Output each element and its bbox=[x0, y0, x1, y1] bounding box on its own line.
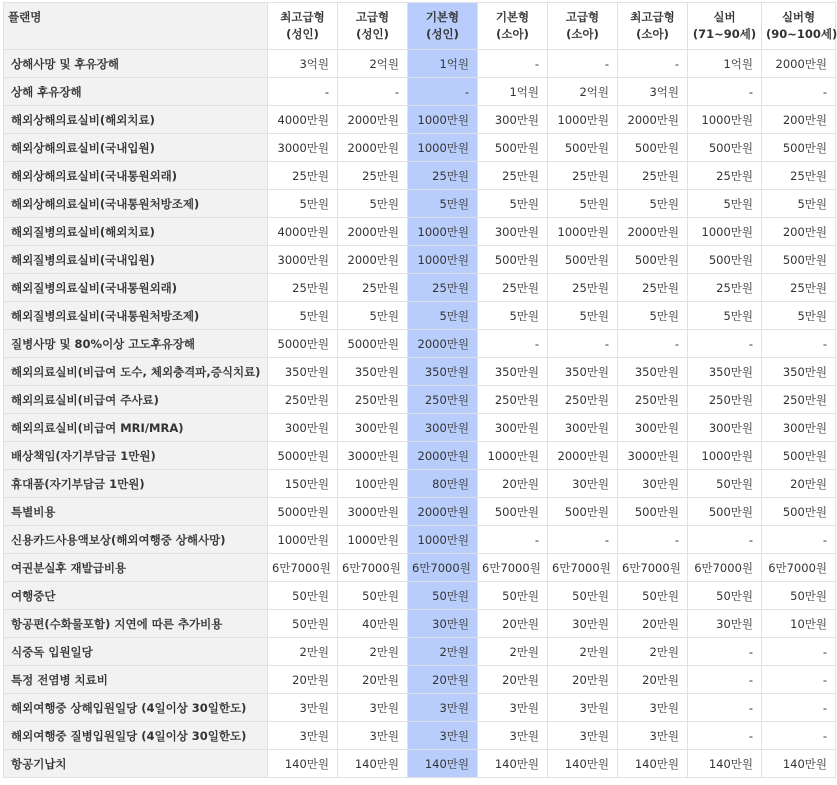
table-row bbox=[4, 274, 836, 302]
plan-target-label: (소아) bbox=[496, 27, 529, 41]
coverage-amount-cell: 50만원 bbox=[408, 582, 478, 610]
coverage-amount-cell: 140만원 bbox=[268, 750, 338, 778]
coverage-amount-cell: 1000만원 bbox=[408, 218, 478, 246]
coverage-amount-cell: 1000만원 bbox=[688, 442, 762, 470]
coverage-amount-cell: 80만원 bbox=[408, 470, 478, 498]
coverage-amount-cell: 500만원 bbox=[618, 134, 688, 162]
coverage-amount-cell: - bbox=[618, 526, 688, 554]
coverage-amount-cell: 2000만원 bbox=[408, 442, 478, 470]
coverage-amount-cell: 20만원 bbox=[478, 610, 548, 638]
coverage-amount-cell: 3만원 bbox=[408, 694, 478, 722]
coverage-amount-cell: 25만원 bbox=[688, 274, 762, 302]
coverage-amount-cell: 2000만원 bbox=[338, 106, 408, 134]
coverage-amount-cell: - bbox=[338, 78, 408, 106]
coverage-amount-cell: - bbox=[478, 330, 548, 358]
coverage-amount-cell: 350만원 bbox=[688, 358, 762, 386]
coverage-amount-cell: 3000만원 bbox=[338, 498, 408, 526]
coverage-amount-cell: 30만원 bbox=[618, 470, 688, 498]
coverage-label: 해외여행중 상해입원일당 (4일이상 30일한도) bbox=[4, 694, 268, 722]
coverage-amount-cell: 3만원 bbox=[408, 722, 478, 750]
coverage-amount-cell: 30만원 bbox=[548, 470, 618, 498]
coverage-amount-cell: - bbox=[762, 526, 836, 554]
coverage-amount-cell: 250만원 bbox=[618, 386, 688, 414]
coverage-amount-cell: 20만원 bbox=[478, 666, 548, 694]
coverage-amount-cell: - bbox=[688, 694, 762, 722]
coverage-amount-cell: 350만원 bbox=[548, 358, 618, 386]
plan-column-header bbox=[618, 3, 688, 50]
coverage-amount-cell: - bbox=[268, 78, 338, 106]
coverage-amount-cell: 3만원 bbox=[268, 722, 338, 750]
coverage-label: 해외상해의료실비(국내입원) bbox=[4, 134, 268, 162]
coverage-amount-cell: 1억원 bbox=[478, 78, 548, 106]
coverage-label: 식중독 입원일당 bbox=[4, 638, 268, 666]
table-row bbox=[4, 358, 836, 386]
coverage-amount-cell: 250만원 bbox=[408, 386, 478, 414]
coverage-amount-cell: 250만원 bbox=[478, 386, 548, 414]
coverage-amount-cell: 500만원 bbox=[762, 246, 836, 274]
plan-target-label: (성인) bbox=[426, 27, 459, 41]
coverage-amount-cell: 350만원 bbox=[338, 358, 408, 386]
coverage-amount-cell: - bbox=[762, 666, 836, 694]
plan-column-header bbox=[268, 3, 338, 50]
coverage-amount-cell: 10만원 bbox=[762, 610, 836, 638]
coverage-amount-cell: 300만원 bbox=[408, 414, 478, 442]
coverage-amount-cell: 2억원 bbox=[338, 50, 408, 78]
coverage-amount-cell: 1000만원 bbox=[338, 526, 408, 554]
table-row bbox=[4, 694, 836, 722]
coverage-label: 신용카드사용액보상(해외여행중 상해사망) bbox=[4, 526, 268, 554]
table-row bbox=[4, 582, 836, 610]
coverage-amount-cell: 2억원 bbox=[548, 78, 618, 106]
coverage-amount-cell: 3000만원 bbox=[268, 134, 338, 162]
coverage-amount-cell: - bbox=[688, 526, 762, 554]
coverage-amount-cell: 50만원 bbox=[478, 582, 548, 610]
coverage-amount-cell: 25만원 bbox=[408, 274, 478, 302]
plan-type-label: 기본형 bbox=[425, 10, 460, 24]
coverage-amount-cell: 350만원 bbox=[762, 358, 836, 386]
coverage-amount-cell: 5만원 bbox=[478, 190, 548, 218]
table-row bbox=[4, 246, 836, 274]
coverage-label: 여행중단 bbox=[4, 582, 268, 610]
coverage-amount-cell: 500만원 bbox=[478, 134, 548, 162]
table-row bbox=[4, 610, 836, 638]
coverage-amount-cell: 50만원 bbox=[338, 582, 408, 610]
coverage-amount-cell: 5만원 bbox=[762, 190, 836, 218]
coverage-amount-cell: 1000만원 bbox=[548, 106, 618, 134]
coverage-amount-cell: 4000만원 bbox=[268, 106, 338, 134]
coverage-amount-cell: 2000만원 bbox=[618, 106, 688, 134]
coverage-amount-cell: 25만원 bbox=[478, 162, 548, 190]
coverage-amount-cell: 300만원 bbox=[548, 414, 618, 442]
coverage-amount-cell: - bbox=[688, 722, 762, 750]
coverage-amount-cell: 1억원 bbox=[408, 50, 478, 78]
coverage-amount-cell: 5만원 bbox=[762, 302, 836, 330]
coverage-amount-cell: 6만7000원 bbox=[688, 554, 762, 582]
coverage-amount-cell: 3억원 bbox=[618, 78, 688, 106]
coverage-amount-cell: - bbox=[548, 330, 618, 358]
coverage-amount-cell: 350만원 bbox=[268, 358, 338, 386]
coverage-amount-cell: 6만7000원 bbox=[762, 554, 836, 582]
plan-type-label: 기본형 bbox=[495, 10, 530, 24]
coverage-amount-cell: - bbox=[548, 526, 618, 554]
coverage-amount-cell: 2000만원 bbox=[338, 218, 408, 246]
coverage-amount-cell: 500만원 bbox=[478, 498, 548, 526]
table-header bbox=[4, 3, 836, 50]
coverage-amount-cell: 20만원 bbox=[338, 666, 408, 694]
coverage-label: 해외질병의료실비(국내통원처방조제) bbox=[4, 302, 268, 330]
plan-column-header bbox=[548, 3, 618, 50]
coverage-amount-cell: 1000만원 bbox=[408, 134, 478, 162]
coverage-amount-cell: 25만원 bbox=[618, 162, 688, 190]
coverage-amount-cell: 350만원 bbox=[478, 358, 548, 386]
coverage-amount-cell: - bbox=[618, 50, 688, 78]
plan-type-label: 최고급형 bbox=[280, 10, 325, 24]
coverage-amount-cell: 2만원 bbox=[548, 638, 618, 666]
coverage-amount-cell: 20만원 bbox=[408, 666, 478, 694]
coverage-amount-cell: 5000만원 bbox=[268, 498, 338, 526]
coverage-amount-cell: 2000만원 bbox=[408, 330, 478, 358]
coverage-amount-cell: 20만원 bbox=[762, 470, 836, 498]
coverage-amount-cell: - bbox=[688, 78, 762, 106]
coverage-amount-cell: 140만원 bbox=[548, 750, 618, 778]
coverage-amount-cell: 2만원 bbox=[618, 638, 688, 666]
coverage-label: 휴대품(자기부담금 1만원) bbox=[4, 470, 268, 498]
coverage-amount-cell: 5만원 bbox=[408, 190, 478, 218]
coverage-amount-cell: 50만원 bbox=[688, 470, 762, 498]
table-row bbox=[4, 498, 836, 526]
plan-type-label: 실버 bbox=[713, 10, 736, 24]
table-row bbox=[4, 190, 836, 218]
table-row bbox=[4, 526, 836, 554]
coverage-amount-cell: 5만원 bbox=[268, 302, 338, 330]
coverage-amount-cell: 140만원 bbox=[618, 750, 688, 778]
coverage-amount-cell: 25만원 bbox=[762, 162, 836, 190]
plan-type-label: 실버형 bbox=[781, 10, 816, 24]
coverage-amount-cell: 5000만원 bbox=[268, 442, 338, 470]
plan-name-header: 플랜명 bbox=[4, 3, 268, 50]
coverage-amount-cell: 30만원 bbox=[688, 610, 762, 638]
coverage-amount-cell: 300만원 bbox=[338, 414, 408, 442]
table-row bbox=[4, 78, 836, 106]
table-row bbox=[4, 750, 836, 778]
coverage-amount-cell: 6만7000원 bbox=[618, 554, 688, 582]
plan-type-label: 최고급형 bbox=[630, 10, 675, 24]
table-row bbox=[4, 666, 836, 694]
table-row bbox=[4, 386, 836, 414]
plan-target-label: (90~100세) bbox=[766, 27, 837, 41]
coverage-amount-cell: 6만7000원 bbox=[268, 554, 338, 582]
coverage-amount-cell: 300만원 bbox=[478, 218, 548, 246]
coverage-amount-cell: 2000만원 bbox=[338, 246, 408, 274]
coverage-amount-cell: 2000만원 bbox=[408, 498, 478, 526]
coverage-amount-cell: 3만원 bbox=[478, 694, 548, 722]
coverage-amount-cell: 350만원 bbox=[618, 358, 688, 386]
coverage-label: 여권분실후 재발급비용 bbox=[4, 554, 268, 582]
table-row bbox=[4, 162, 836, 190]
coverage-amount-cell: 4000만원 bbox=[268, 218, 338, 246]
plan-target-label: (소아) bbox=[566, 27, 599, 41]
coverage-amount-cell: 3만원 bbox=[548, 722, 618, 750]
coverage-amount-cell: 25만원 bbox=[548, 274, 618, 302]
coverage-amount-cell: 5만원 bbox=[618, 190, 688, 218]
coverage-amount-cell: 1000만원 bbox=[688, 106, 762, 134]
coverage-amount-cell: 6만7000원 bbox=[408, 554, 478, 582]
table-row bbox=[4, 722, 836, 750]
coverage-amount-cell: - bbox=[762, 78, 836, 106]
coverage-amount-cell: 20만원 bbox=[548, 666, 618, 694]
coverage-amount-cell: 40만원 bbox=[338, 610, 408, 638]
table-row bbox=[4, 470, 836, 498]
coverage-amount-cell: 500만원 bbox=[688, 246, 762, 274]
coverage-amount-cell: 2000만원 bbox=[618, 218, 688, 246]
coverage-amount-cell: 50만원 bbox=[268, 582, 338, 610]
coverage-amount-cell: - bbox=[688, 666, 762, 694]
coverage-label: 상해 후유장해 bbox=[4, 78, 268, 106]
coverage-amount-cell: 140만원 bbox=[478, 750, 548, 778]
coverage-amount-cell: 150만원 bbox=[268, 470, 338, 498]
table-row bbox=[4, 302, 836, 330]
coverage-amount-cell: 3만원 bbox=[548, 694, 618, 722]
coverage-amount-cell: 500만원 bbox=[618, 246, 688, 274]
coverage-amount-cell: 50만원 bbox=[268, 610, 338, 638]
coverage-label: 배상책임(자기부담금 1만원) bbox=[4, 442, 268, 470]
coverage-label: 해외상해의료실비(해외치료) bbox=[4, 106, 268, 134]
coverage-amount-cell: 300만원 bbox=[762, 414, 836, 442]
coverage-amount-cell: 1000만원 bbox=[268, 526, 338, 554]
coverage-amount-cell: 500만원 bbox=[548, 134, 618, 162]
coverage-amount-cell: 50만원 bbox=[688, 582, 762, 610]
coverage-amount-cell: 250만원 bbox=[338, 386, 408, 414]
coverage-amount-cell: 3억원 bbox=[268, 50, 338, 78]
coverage-amount-cell: 300만원 bbox=[268, 414, 338, 442]
table-row bbox=[4, 638, 836, 666]
coverage-label: 해외질병의료실비(국내입원) bbox=[4, 246, 268, 274]
coverage-amount-cell: - bbox=[762, 330, 836, 358]
coverage-amount-cell: - bbox=[688, 330, 762, 358]
coverage-label: 상해사망 및 후유장해 bbox=[4, 50, 268, 78]
coverage-amount-cell: - bbox=[762, 694, 836, 722]
coverage-amount-cell: 140만원 bbox=[408, 750, 478, 778]
table-row bbox=[4, 330, 836, 358]
coverage-amount-cell: - bbox=[762, 638, 836, 666]
coverage-amount-cell: 2만원 bbox=[408, 638, 478, 666]
coverage-amount-cell: 140만원 bbox=[338, 750, 408, 778]
coverage-amount-cell: 50만원 bbox=[548, 582, 618, 610]
coverage-amount-cell: 100만원 bbox=[338, 470, 408, 498]
coverage-label: 특별비용 bbox=[4, 498, 268, 526]
coverage-amount-cell: 250만원 bbox=[548, 386, 618, 414]
table-row bbox=[4, 442, 836, 470]
coverage-amount-cell: 25만원 bbox=[618, 274, 688, 302]
coverage-amount-cell: 2000만원 bbox=[762, 50, 836, 78]
coverage-amount-cell: 25만원 bbox=[408, 162, 478, 190]
coverage-amount-cell: - bbox=[618, 330, 688, 358]
coverage-amount-cell: 3000만원 bbox=[268, 246, 338, 274]
coverage-amount-cell: 300만원 bbox=[478, 414, 548, 442]
coverage-amount-cell: 500만원 bbox=[618, 498, 688, 526]
coverage-amount-cell: 3만원 bbox=[268, 694, 338, 722]
coverage-amount-cell: 5만원 bbox=[268, 190, 338, 218]
plan-target-label: (성인) bbox=[286, 27, 319, 41]
coverage-amount-cell: 20만원 bbox=[478, 470, 548, 498]
coverage-amount-cell: 5만원 bbox=[478, 302, 548, 330]
coverage-amount-cell: 50만원 bbox=[618, 582, 688, 610]
coverage-amount-cell: 500만원 bbox=[548, 246, 618, 274]
coverage-amount-cell: 2만원 bbox=[478, 638, 548, 666]
header-row bbox=[4, 3, 836, 50]
table-row bbox=[4, 106, 836, 134]
coverage-amount-cell: 5만원 bbox=[618, 302, 688, 330]
plan-column-header bbox=[338, 3, 408, 50]
coverage-amount-cell: 50만원 bbox=[762, 582, 836, 610]
plan-column-header bbox=[762, 3, 836, 50]
coverage-amount-cell: 140만원 bbox=[762, 750, 836, 778]
coverage-amount-cell: 500만원 bbox=[762, 134, 836, 162]
coverage-amount-cell: 500만원 bbox=[478, 246, 548, 274]
coverage-amount-cell: - bbox=[548, 50, 618, 78]
coverage-amount-cell: 200만원 bbox=[762, 106, 836, 134]
plan-type-label: 고급형 bbox=[565, 10, 600, 24]
coverage-amount-cell: 2만원 bbox=[268, 638, 338, 666]
coverage-label: 해외질병의료실비(해외치료) bbox=[4, 218, 268, 246]
coverage-amount-cell: 250만원 bbox=[688, 386, 762, 414]
plan-type-label: 고급형 bbox=[355, 10, 390, 24]
coverage-amount-cell: 5000만원 bbox=[268, 330, 338, 358]
coverage-amount-cell: 3만원 bbox=[618, 694, 688, 722]
coverage-amount-cell: 5만원 bbox=[688, 190, 762, 218]
coverage-label: 해외의료실비(비급여 주사료) bbox=[4, 386, 268, 414]
coverage-amount-cell: 1000만원 bbox=[408, 246, 478, 274]
coverage-amount-cell: 3000만원 bbox=[338, 442, 408, 470]
coverage-label: 항공기납치 bbox=[4, 750, 268, 778]
coverage-amount-cell: 5만원 bbox=[338, 190, 408, 218]
coverage-amount-cell: 250만원 bbox=[762, 386, 836, 414]
table-row bbox=[4, 134, 836, 162]
coverage-label: 해외의료실비(비급여 MRI/MRA) bbox=[4, 414, 268, 442]
coverage-amount-cell: 3만원 bbox=[338, 722, 408, 750]
coverage-amount-cell: 500만원 bbox=[688, 498, 762, 526]
coverage-amount-cell: 25만원 bbox=[268, 274, 338, 302]
coverage-amount-cell: - bbox=[762, 722, 836, 750]
coverage-amount-cell: - bbox=[408, 78, 478, 106]
coverage-amount-cell: 200만원 bbox=[762, 218, 836, 246]
coverage-amount-cell: 300만원 bbox=[688, 414, 762, 442]
coverage-amount-cell: - bbox=[478, 50, 548, 78]
table-row bbox=[4, 50, 836, 78]
coverage-amount-cell: 5만원 bbox=[688, 302, 762, 330]
coverage-amount-cell: 20만원 bbox=[268, 666, 338, 694]
coverage-label: 질병사망 및 80%이상 고도후유장해 bbox=[4, 330, 268, 358]
coverage-amount-cell: 20만원 bbox=[618, 610, 688, 638]
coverage-amount-cell: 25만원 bbox=[762, 274, 836, 302]
insurance-plan-table bbox=[3, 2, 836, 778]
coverage-label: 해외상해의료실비(국내통원외래) bbox=[4, 162, 268, 190]
coverage-amount-cell: - bbox=[478, 526, 548, 554]
coverage-amount-cell: 500만원 bbox=[548, 498, 618, 526]
plan-column-header bbox=[408, 3, 478, 50]
coverage-amount-cell: 25만원 bbox=[338, 274, 408, 302]
coverage-amount-cell: 5만원 bbox=[548, 302, 618, 330]
coverage-amount-cell: 3만원 bbox=[338, 694, 408, 722]
coverage-label: 해외질병의료실비(국내통원외래) bbox=[4, 274, 268, 302]
coverage-amount-cell: 2000만원 bbox=[338, 134, 408, 162]
coverage-amount-cell: 25만원 bbox=[478, 274, 548, 302]
plan-target-label: (소아) bbox=[636, 27, 669, 41]
coverage-amount-cell: 1000만원 bbox=[688, 218, 762, 246]
coverage-label: 항공편(수화물포함) 지연에 따른 추가비용 bbox=[4, 610, 268, 638]
coverage-amount-cell: 25만원 bbox=[688, 162, 762, 190]
coverage-amount-cell: 140만원 bbox=[688, 750, 762, 778]
coverage-label: 해외상해의료실비(국내통원처방조제) bbox=[4, 190, 268, 218]
coverage-amount-cell: - bbox=[688, 638, 762, 666]
coverage-amount-cell: 30만원 bbox=[548, 610, 618, 638]
coverage-label: 특정 전염병 치료비 bbox=[4, 666, 268, 694]
coverage-amount-cell: 6만7000원 bbox=[338, 554, 408, 582]
coverage-amount-cell: 350만원 bbox=[408, 358, 478, 386]
coverage-amount-cell: 300만원 bbox=[618, 414, 688, 442]
coverage-amount-cell: 2000만원 bbox=[548, 442, 618, 470]
coverage-amount-cell: 500만원 bbox=[688, 134, 762, 162]
coverage-amount-cell: 500만원 bbox=[762, 498, 836, 526]
coverage-amount-cell: 5만원 bbox=[338, 302, 408, 330]
coverage-amount-cell: 300만원 bbox=[478, 106, 548, 134]
coverage-amount-cell: 5000만원 bbox=[338, 330, 408, 358]
table-row bbox=[4, 554, 836, 582]
coverage-amount-cell: 20만원 bbox=[618, 666, 688, 694]
coverage-amount-cell: 6만7000원 bbox=[478, 554, 548, 582]
coverage-amount-cell: 6만7000원 bbox=[548, 554, 618, 582]
coverage-amount-cell: 1000만원 bbox=[548, 218, 618, 246]
coverage-amount-cell: 3000만원 bbox=[618, 442, 688, 470]
coverage-amount-cell: 2만원 bbox=[338, 638, 408, 666]
coverage-amount-cell: 25만원 bbox=[338, 162, 408, 190]
coverage-label: 해외여행중 질병입원일당 (4일이상 30일한도) bbox=[4, 722, 268, 750]
coverage-amount-cell: 5만원 bbox=[408, 302, 478, 330]
coverage-amount-cell: 25만원 bbox=[268, 162, 338, 190]
coverage-label: 해외의료실비(비급여 도수, 체외충격파,증식치료) bbox=[4, 358, 268, 386]
coverage-amount-cell: 1000만원 bbox=[408, 526, 478, 554]
plan-target-label: (71~90세) bbox=[692, 27, 757, 41]
coverage-amount-cell: 1000만원 bbox=[478, 442, 548, 470]
coverage-amount-cell: 3만원 bbox=[478, 722, 548, 750]
plan-column-header bbox=[478, 3, 548, 50]
table-row bbox=[4, 414, 836, 442]
coverage-amount-cell: 1억원 bbox=[688, 50, 762, 78]
coverage-amount-cell: 30만원 bbox=[408, 610, 478, 638]
coverage-amount-cell: 25만원 bbox=[548, 162, 618, 190]
coverage-amount-cell: 250만원 bbox=[268, 386, 338, 414]
coverage-amount-cell: 1000만원 bbox=[408, 106, 478, 134]
coverage-amount-cell: 500만원 bbox=[762, 442, 836, 470]
coverage-amount-cell: 3만원 bbox=[618, 722, 688, 750]
plan-column-header bbox=[688, 3, 762, 50]
plan-target-label: (성인) bbox=[356, 27, 389, 41]
table-body bbox=[4, 50, 836, 778]
table-row bbox=[4, 218, 836, 246]
coverage-amount-cell: 5만원 bbox=[548, 190, 618, 218]
